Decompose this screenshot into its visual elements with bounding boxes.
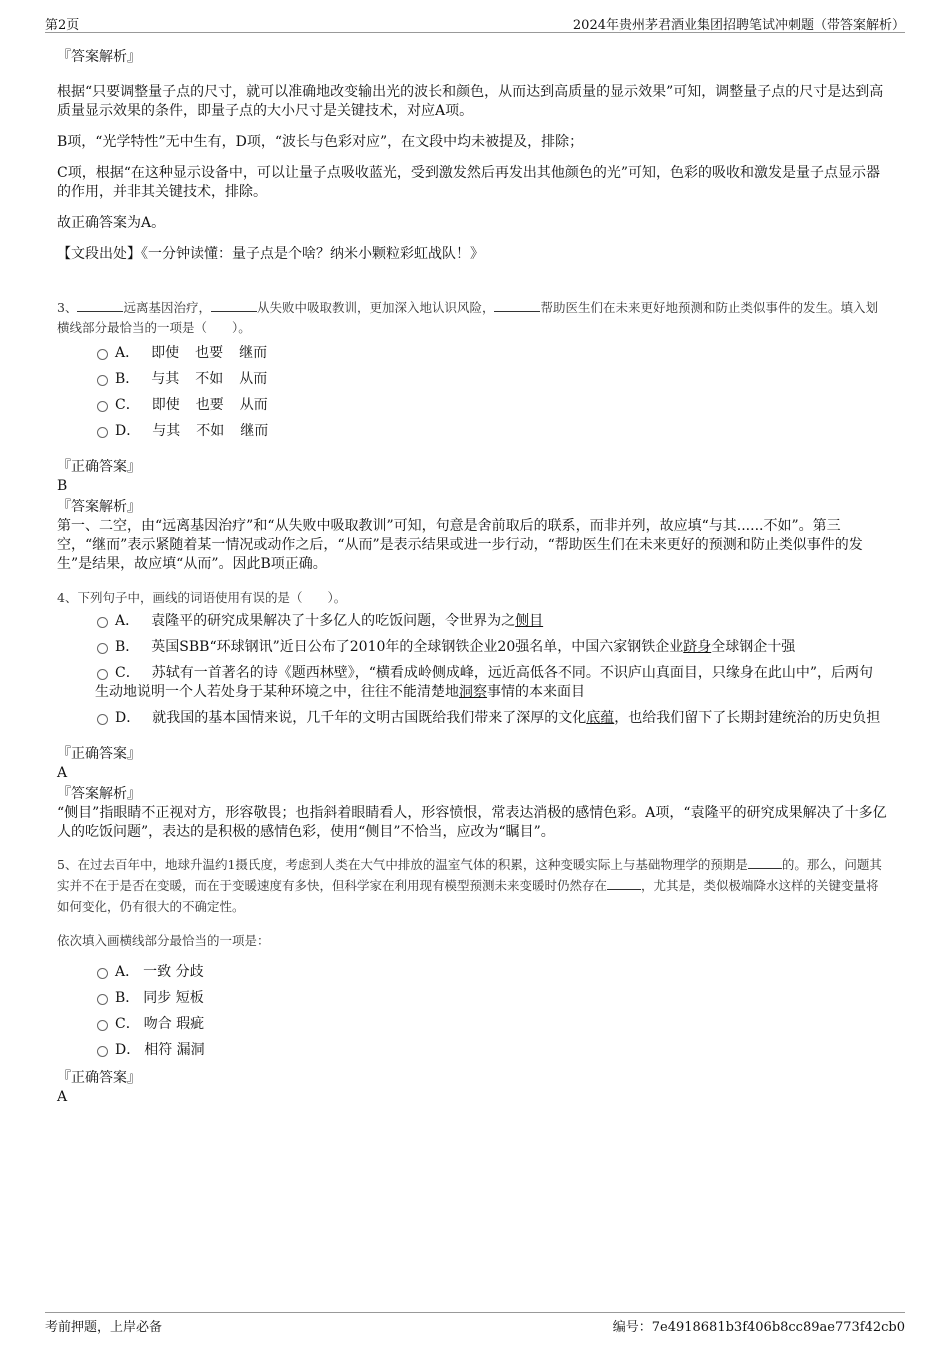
- q4-option-c[interactable]: C． 苏轼有一首著名的诗《题西林壁》，“横看成岭侧成峰，远近高低各不同。不识庐山真面目，只缘身在此山中”，后两句生动地说明一个人若处身于某种环境之中，往往不能清楚地洞察事情的本来面目: [95, 665, 874, 700]
- radio-icon[interactable]: [97, 669, 108, 680]
- radio-icon[interactable]: [97, 427, 108, 438]
- document-title: 2024年贵州茅君酒业集团招聘笔试冲刺题（带答案解析）: [572, 18, 905, 33]
- radio-icon[interactable]: [97, 401, 108, 412]
- q3-answer-label: 『正确答案』: [57, 459, 141, 475]
- q2-analysis-para2: B项，“光学特性”无中生有，D项，“波长与色彩对应”，在文段中均未被提及，排除；: [57, 134, 584, 150]
- q4-analysis-label: 『答案解析』: [57, 786, 141, 802]
- q5-option-a[interactable]: A． 一致 分歧: [95, 963, 887, 989]
- underlined-term: 底蕴: [586, 710, 615, 726]
- radio-icon[interactable]: [97, 349, 108, 360]
- q4-option-d[interactable]: D． 就我国的基本国情来说，几千年的文明古国既给我们带来了深厚的文化底蕴，也给我们留下了长期封建统治的历史负担: [95, 709, 887, 728]
- radio-icon[interactable]: [97, 994, 108, 1005]
- q4-analysis: “侧目”指眼睛不正视对方，形容敬畏；也指斜着眼睛看人，形容愤恨，常表达消极的感情色彩。A项，“袁隆平的研究成果解决了十多亿人的吃饭问题”，表达的是积极的感情色彩，使用“侧目”不恰当，应改为“瞩目”。: [57, 805, 887, 840]
- q3-options: [57, 344, 887, 448]
- q3-option-a[interactable]: A． 即使 也要 继而: [95, 344, 887, 370]
- q5-option-c[interactable]: C． 吻合 瑕疵: [95, 1015, 887, 1041]
- q4-option-b[interactable]: B． 英国SBB“环球钢讯”近日公布了2010年的全球钢铁企业20强名单，中国六家钢铁企业跻身全球钢企十强: [95, 638, 887, 657]
- q5-prompt: 依次填入画横线部分最恰当的一项是：: [57, 933, 270, 948]
- q3-analysis-label: 『答案解析』: [57, 499, 141, 515]
- q4-stem: 4、下列句子中，画线的词语使用有误的是（ ）。: [57, 590, 347, 605]
- q3-blank-3: [494, 298, 540, 312]
- q5-stem: 5、在过去百年中，地球升温约1摄氏度，考虑到人类在大气中排放的温室气体的积累，这种变暖实际上与基础物理学的预期是 的。那么，问题其实并不在于是否在变暖，而在于变暖速度有多快，但科学家在利用现有模型预测未来变暖时仍然存在 ，尤其是，类似极端降水这样的关键变量将如何变化，仍有很大的不确定性。: [57, 857, 882, 914]
- q5-blank-1: [748, 855, 782, 869]
- q3-stem-part2: 从失败中吸取教训，更加深入地认识风险，: [256, 300, 495, 315]
- q3-answer: B: [57, 478, 68, 494]
- q3-analysis: 第一、二空，由“远离基因治疗”和“从失败中吸取教训”可知，句意是舍前取后的联系，而非并列，故应填“与其......不如”。第三空，“继而”表示紧随着某一情况或动作之后，“从而”是表示结果或进一步行动，“帮助医生们在未来更好的预测和防止类似事件的发生”是结果，故应填“从而”。因此B项正确。: [57, 518, 863, 572]
- q3-option-b[interactable]: B． 与其 不如 从而: [95, 370, 887, 396]
- footer-slogan: 考前押题，上岸必备: [45, 1320, 163, 1335]
- q4-option-a[interactable]: A． 袁隆平的研究成果解决了十多亿人的吃饭问题，令世界为之侧目: [95, 612, 887, 631]
- page-number: 第2页: [45, 18, 80, 33]
- document-code: 编号：7e4918681b3f406b8cc89ae773f42cb0: [612, 1320, 905, 1335]
- q5-option-d[interactable]: D． 相符 漏洞: [95, 1041, 887, 1067]
- q2-analysis-para1: 根据“只要调整量子点的尺寸，就可以准确地改变输出光的波长和颜色，从而达到高质量的显示效果”可知，调整量子点的尺寸是达到高质量显示效果的条件，即量子点的大小尺寸是关键技术，对应A项。: [57, 84, 884, 119]
- radio-icon[interactable]: [97, 1046, 108, 1057]
- q2-analysis-label: 『答案解析』: [57, 49, 141, 65]
- q3-option-c[interactable]: C． 即使 也要 从而: [95, 396, 887, 422]
- page-footer: [45, 1312, 905, 1337]
- q2-source: 【文段出处】《一分钟读懂：量子点是个啥？纳米小颗粒彩虹战队！》: [57, 246, 484, 262]
- q3-option-d[interactable]: D． 与其 不如 继而: [95, 422, 887, 448]
- q3-blank-2: [211, 298, 257, 312]
- q4-answer-label: 『正确答案』: [57, 746, 141, 762]
- page-content: [57, 46, 887, 1107]
- underlined-term: 洞察: [459, 684, 487, 700]
- radio-icon[interactable]: [97, 968, 108, 979]
- radio-icon[interactable]: [97, 714, 108, 725]
- q5-answer: A: [57, 1089, 68, 1105]
- q3-blank-1: [77, 298, 123, 312]
- radio-icon[interactable]: [97, 643, 108, 654]
- radio-icon[interactable]: [97, 617, 108, 628]
- q5-options: [57, 963, 887, 1067]
- q4-options: [57, 612, 887, 728]
- q2-analysis-para4: 故正确答案为A。: [57, 215, 166, 231]
- radio-icon[interactable]: [97, 1020, 108, 1031]
- q5-answer-label: 『正确答案』: [57, 1070, 141, 1086]
- underlined-term: 跻身: [683, 639, 712, 655]
- q3-stem-part3: 帮助医生们在未来更好地预测和防止类似事件的发生。填入划横线部分最恰当的一项是（ ）。: [57, 300, 878, 335]
- q3-number: 3、: [57, 300, 78, 315]
- underlined-term: 侧目: [515, 613, 544, 629]
- q4-answer: A: [57, 765, 68, 781]
- q5-option-b[interactable]: B． 同步 短板: [95, 989, 887, 1015]
- q3-stem-part1: 远离基因治疗，: [123, 300, 211, 315]
- q5-blank-2: [607, 876, 641, 890]
- q2-analysis-para3: C项，根据“在这种显示设备中，可以让量子点吸收蓝光，受到激发然后再发出其他颜色的光”可知，色彩的吸收和激发是量子点显示器的作用，并非其关键技术，排除。: [57, 165, 881, 200]
- radio-icon[interactable]: [97, 375, 108, 386]
- page-header: [45, 12, 905, 33]
- q3-stem: [57, 298, 887, 338]
